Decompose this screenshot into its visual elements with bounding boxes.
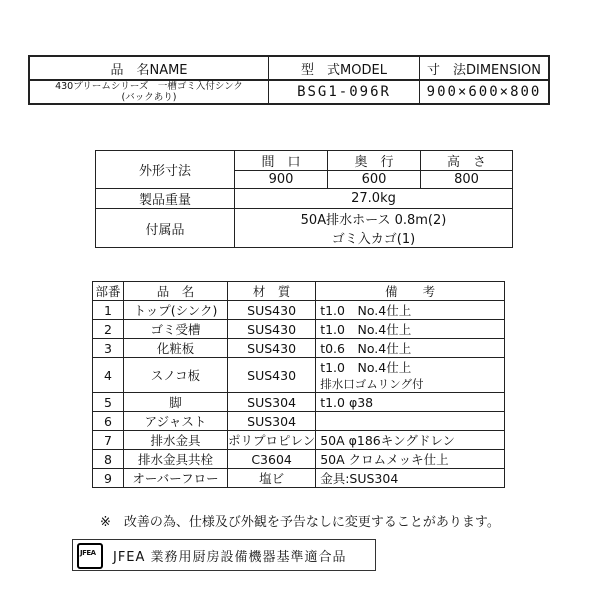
part-material: SUS430 [228,301,316,320]
model-value: BSG1-096R [269,80,420,104]
part-name: 排水金具共栓 [124,450,228,469]
product-name-line1: 430プリームシリーズ 一槽ゴミ入付シンク [55,81,243,92]
part-name: スノコ板 [124,358,228,393]
product-name-cell [29,80,269,104]
part-number: 8 [93,450,124,469]
part-remarks-line1: t1.0 No.4仕上 [320,360,412,375]
header-name: 品 名 [124,282,228,301]
table-row [93,412,505,431]
part-number: 7 [93,431,124,450]
table-row [93,469,505,488]
width-label: 間 口 [235,151,328,171]
name-column-title: 品 名NAME [29,56,269,80]
part-material: SUS430 [228,358,316,393]
part-remarks [316,412,505,431]
depth-value: 600 [328,171,421,189]
part-remarks-line2: 排水口ゴムリング付 [320,377,424,391]
part-remarks-line1: 金具:SUS304 [320,471,399,486]
width-value: 900 [235,171,328,189]
part-material: SUS430 [228,320,316,339]
depth-label: 奥 行 [328,151,421,171]
part-remarks-line1: t1.0 No.4仕上 [320,303,412,318]
part-material: C3604 [228,450,316,469]
table-row [93,358,505,393]
dimensions-table [95,150,513,248]
table-row [93,301,505,320]
header-no: 部番 [93,282,124,301]
part-material: ポリプロピレン [228,431,316,450]
part-remarks-line1: t1.0 No.4仕上 [320,322,412,337]
part-remarks [316,431,505,450]
model-column-title: 型 式MODEL [269,56,420,80]
part-material: 塩ビ [228,469,316,488]
certification-text: JFEA 業務用厨房設備機器基準適合品 [113,550,347,565]
part-material: SUS304 [228,393,316,412]
height-label: 高 さ [421,151,513,171]
part-remarks-line1: t0.6 No.4仕上 [320,341,412,356]
parts-table [92,281,505,488]
product-header-table [28,55,550,105]
part-material: SUS430 [228,339,316,358]
part-name: オーバーフロー [124,469,228,488]
part-remarks-line1: t1.0 φ38 [320,394,374,410]
accessory-cell [235,209,513,248]
table-row [93,450,505,469]
jfea-logo [77,543,103,569]
product-name-line2: (バックあり) [121,92,177,103]
dimension-value: 900×600×800 [420,80,550,104]
part-remarks [316,450,505,469]
outer-dimension-label: 外形寸法 [96,151,235,189]
table-row [93,339,505,358]
part-number: 1 [93,301,124,320]
part-remarks [316,301,505,320]
part-number: 6 [93,412,124,431]
weight-label: 製品重量 [96,189,235,209]
part-remarks [316,469,505,488]
part-remarks-line1: 50A クロムメッキ仕上 [320,452,449,467]
part-number: 3 [93,339,124,358]
disclaimer-note: ※ 改善の為、仕様及び外観を予告なしに変更することがあります。 [100,515,500,530]
height-value: 800 [421,171,513,189]
part-number: 5 [93,393,124,412]
part-number: 4 [93,358,124,393]
header-material: 材 質 [228,282,316,301]
part-name: ゴミ受槽 [124,320,228,339]
table-row [93,431,505,450]
certification-box [72,539,376,571]
accessory-line1: 50A排水ホース 0.8m(2) [300,213,447,228]
part-remarks [316,393,505,412]
accessory-line2: ゴミ入カゴ(1) [331,232,416,247]
part-material: SUS304 [228,412,316,431]
part-name: 化粧板 [124,339,228,358]
part-remarks [316,320,505,339]
part-name: トップ(シンク) [124,301,228,320]
part-name: 排水金具 [124,431,228,450]
part-remarks [316,339,505,358]
part-number: 9 [93,469,124,488]
table-row [93,393,505,412]
part-remarks [316,358,505,393]
table-row [93,320,505,339]
header-remarks: 備 考 [316,282,505,301]
part-name: 脚 [124,393,228,412]
part-name: アジャスト [124,412,228,431]
weight-value: 27.0kg [235,189,513,209]
dimension-column-title: 寸 法DIMENSION [420,56,550,80]
jfea-logo-text: JFEA [80,549,96,557]
part-remarks-line1: 50A φ186キングドレン [320,433,456,448]
part-number: 2 [93,320,124,339]
accessory-label: 付属品 [96,209,235,248]
